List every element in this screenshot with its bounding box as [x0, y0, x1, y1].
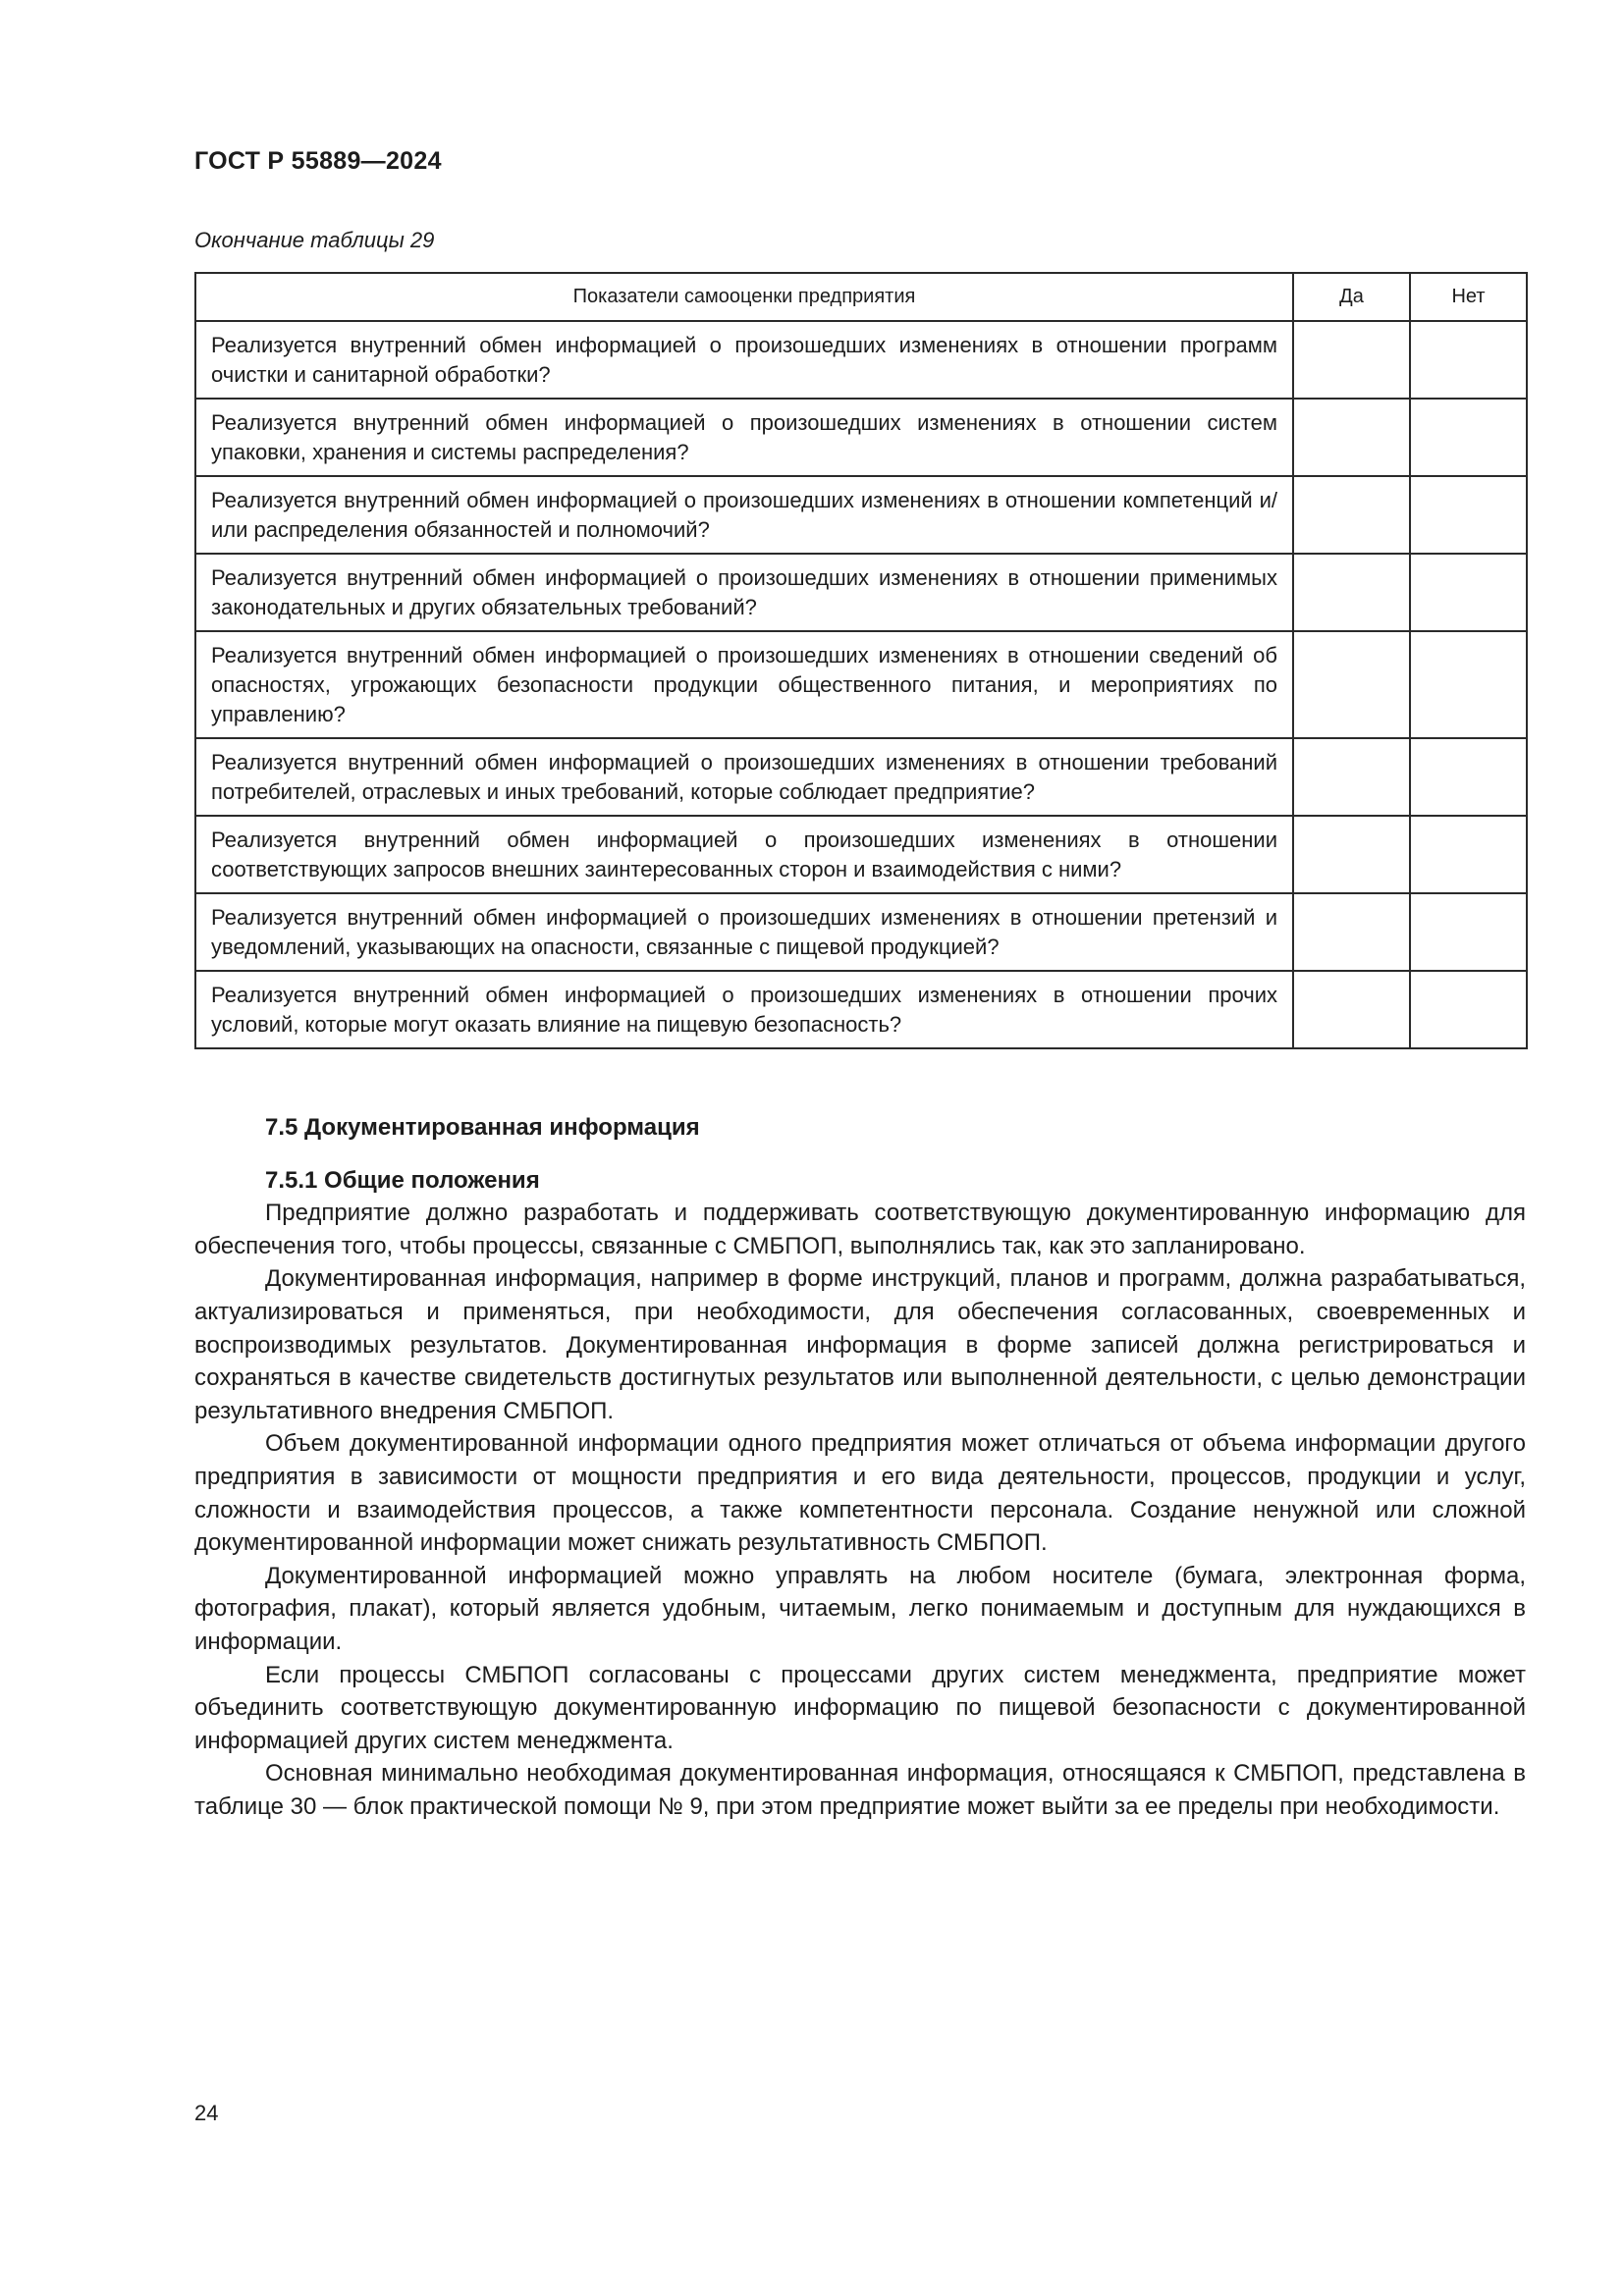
no-cell: [1410, 816, 1527, 893]
no-cell: [1410, 893, 1527, 971]
yes-cell: [1293, 631, 1410, 738]
column-header-no: Нет: [1410, 273, 1527, 321]
page-number: 24: [194, 2101, 219, 2125]
yes-cell: [1293, 893, 1410, 971]
table-row: [195, 399, 1527, 476]
yes-cell: [1293, 738, 1410, 816]
yes-cell: [1293, 554, 1410, 631]
yes-cell: [1293, 816, 1410, 893]
table-row: [195, 893, 1527, 971]
question-cell: Реализуется внутренний обмен информацией о произошедших изменениях в отношении прочих условий, которые могут оказать влияние на пищевую безопасность?: [195, 971, 1293, 1048]
table-row: [195, 738, 1527, 816]
paragraph: Документированной информацией можно управлять на любом носителе (бумага, электронная форма, фотография, плакат), который является удобным, читаемым, легко понимаемым и доступным для нуждающихся в информации.: [194, 1562, 1526, 1655]
table-continuation-caption: Окончание таблицы 29: [194, 228, 435, 252]
column-header-indicators: Показатели самооценки предприятия: [195, 273, 1293, 321]
document-code: ГОСТ Р 55889—2024: [194, 147, 442, 175]
table-row: [195, 971, 1527, 1048]
question-cell: Реализуется внутренний обмен информацией о произошедших изменениях в отношении претензий и уведомлений, указывающих на опасности, связанные с пищевой продукцией?: [195, 893, 1293, 971]
subsection-heading: 7.5.1 Общие положения: [265, 1166, 540, 1194]
paragraph: Объем документированной информации одного предприятия может отличаться от объема информации другого предприятия в зависимости от мощности предприятия и его вида деятельности, процессов, продукции и услуг, сложности и взаимодействия процессов, а также компетентности персонала. Создание ненужной или сложной документированной информации может снижать результативность СМБПОП.: [194, 1430, 1526, 1557]
table-row: [195, 816, 1527, 893]
table-row: [195, 321, 1527, 399]
question-cell: Реализуется внутренний обмен информацией о произошедших изменениях в отношении соответствующих запросов внешних заинтересованных сторон и взаимодействия с ними?: [195, 816, 1293, 893]
table-row: [195, 631, 1527, 738]
question-cell: Реализуется внутренний обмен информацией о произошедших изменениях в отношении требований потребителей, отраслевых и иных требований, которые соблюдает предприятие?: [195, 738, 1293, 816]
no-cell: [1410, 631, 1527, 738]
section-body: [194, 1111, 1526, 1823]
question-cell: Реализуется внутренний обмен информацией о произошедших изменениях в отношении компетенций и/или распределения обязанностей и полномочий?: [195, 476, 1293, 554]
question-cell: Реализуется внутренний обмен информацией о произошедших изменениях в отношении систем упаковки, хранения и системы распределения?: [195, 399, 1293, 476]
yes-cell: [1293, 321, 1410, 399]
yes-cell: [1293, 399, 1410, 476]
paragraph: Предприятие должно разработать и поддерживать соответствующую документированную информацию для обеспечения того, чтобы процессы, связанные с СМБПОП, выполнялись так, как это запланировано.: [194, 1200, 1526, 1259]
column-header-yes: Да: [1293, 273, 1410, 321]
yes-cell: [1293, 971, 1410, 1048]
no-cell: [1410, 971, 1527, 1048]
section-heading: 7.5 Документированная информация: [265, 1114, 700, 1141]
self-assessment-table: [194, 272, 1528, 1049]
table-row: [195, 554, 1527, 631]
question-cell: Реализуется внутренний обмен информацией о произошедших изменениях в отношении сведений об опасностях, угрожающих безопасности продукции общественного питания, и мероприятиях по управлению?: [195, 631, 1293, 738]
no-cell: [1410, 321, 1527, 399]
no-cell: [1410, 399, 1527, 476]
yes-cell: [1293, 476, 1410, 554]
no-cell: [1410, 476, 1527, 554]
question-cell: Реализуется внутренний обмен информацией о произошедших изменениях в отношении применимых законодательных и других обязательных требований?: [195, 554, 1293, 631]
no-cell: [1410, 554, 1527, 631]
table-row: [195, 476, 1527, 554]
paragraph: Документированная информация, например в форме инструкций, планов и программ, должна разрабатываться, актуализироваться и применяться, при необходимости, для обеспечения согласованных, своевременных и воспроизводимых результатов. Документированная информация в форме записей должна регистрироваться и сохраняться в качестве свидетельств достигнутых результатов или выполненной деятельности, с целью демонстрации результативного внедрения СМБПОП.: [194, 1265, 1526, 1424]
paragraph: Если процессы СМБПОП согласованы с процессами других систем менеджмента, предприятие может объединить соответствующую документированную информацию по пищевой безопасности с документированной информацией других систем менеджмента.: [194, 1661, 1526, 1754]
table-header-row: [195, 273, 1527, 321]
question-cell: Реализуется внутренний обмен информацией о произошедших изменениях в отношении программ очистки и санитарной обработки?: [195, 321, 1293, 399]
paragraph: Основная минимально необходимая документированная информация, относящаяся к СМБПОП, представлена в таблице 30 — блок практической помощи № 9, при этом предприятие может выйти за ее пределы при необходимости.: [194, 1760, 1526, 1820]
no-cell: [1410, 738, 1527, 816]
